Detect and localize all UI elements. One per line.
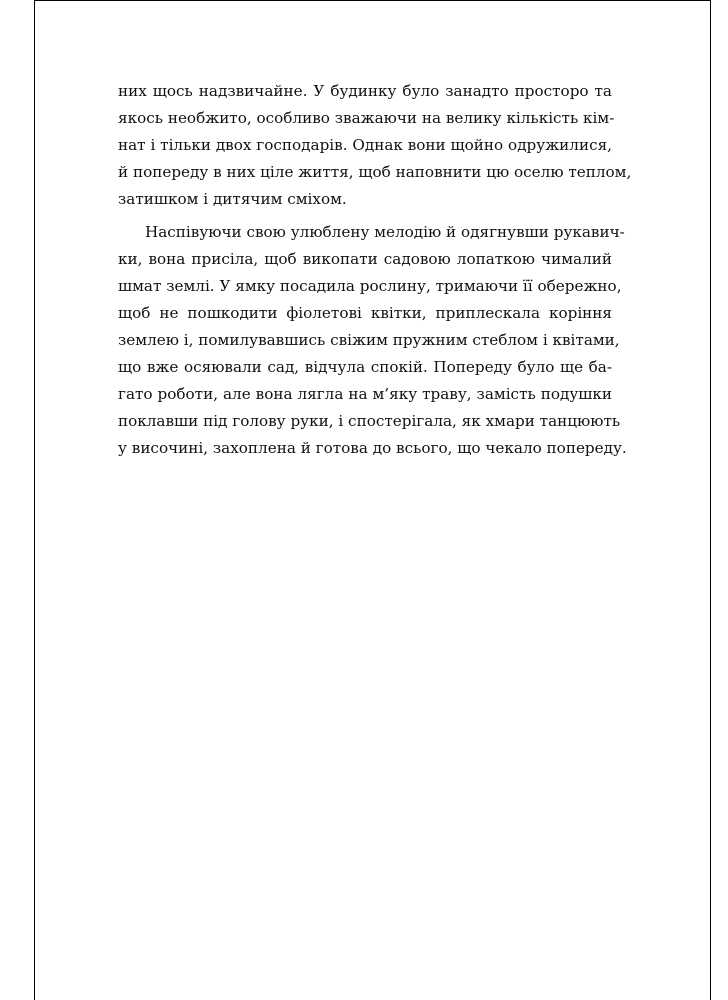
text-line: них щось надзвичайне. У будинку було занадто просторо та	[118, 82, 612, 100]
text-line: поклавши під голову руки, і спостерігала, як хмари танцюють	[118, 412, 621, 430]
paragraph-continued	[118, 78, 632, 213]
text-line: що вже осяювали сад, відчула спокій. Попереду було ще ба-	[118, 358, 612, 376]
text-line: затишком і дитячим сміхом.	[118, 190, 347, 208]
text-line: у височині, захоплена й готова до всього, що чекало попереду.	[118, 439, 627, 457]
text-line: нат і тільки двох господарів. Однак вони щойно одружилися,	[118, 136, 612, 154]
text-line: гато роботи, але вона лягла на м’яку траву, замість подушки	[118, 385, 612, 403]
page-border-left	[34, 0, 35, 1000]
text-line: якось необжито, особливо зважаючи на велику кількість кім-	[118, 109, 615, 127]
text-line: щоб не пошкодити фіолетові квітки, приплескала коріння	[118, 304, 612, 322]
text-line: землею і, помилувавшись свіжим пружним стеблом і квітами,	[118, 331, 620, 349]
text-line: й попереду в них ціле життя, щоб наповнити цю оселю теплом,	[118, 163, 632, 181]
body-text	[118, 78, 632, 462]
paragraph-planting	[118, 219, 627, 462]
page-border-top	[34, 0, 711, 1]
page-border-right	[710, 0, 711, 1000]
text-line: Наспівуючи свою улюблену мелодію й одягнувши рукавич-	[145, 223, 625, 241]
text-line: ки, вона присіла, щоб викопати садовою лопаткою чималий	[118, 250, 612, 268]
text-line: шмат землі. У ямку посадила рослину, тримаючи її обережно,	[118, 277, 622, 295]
